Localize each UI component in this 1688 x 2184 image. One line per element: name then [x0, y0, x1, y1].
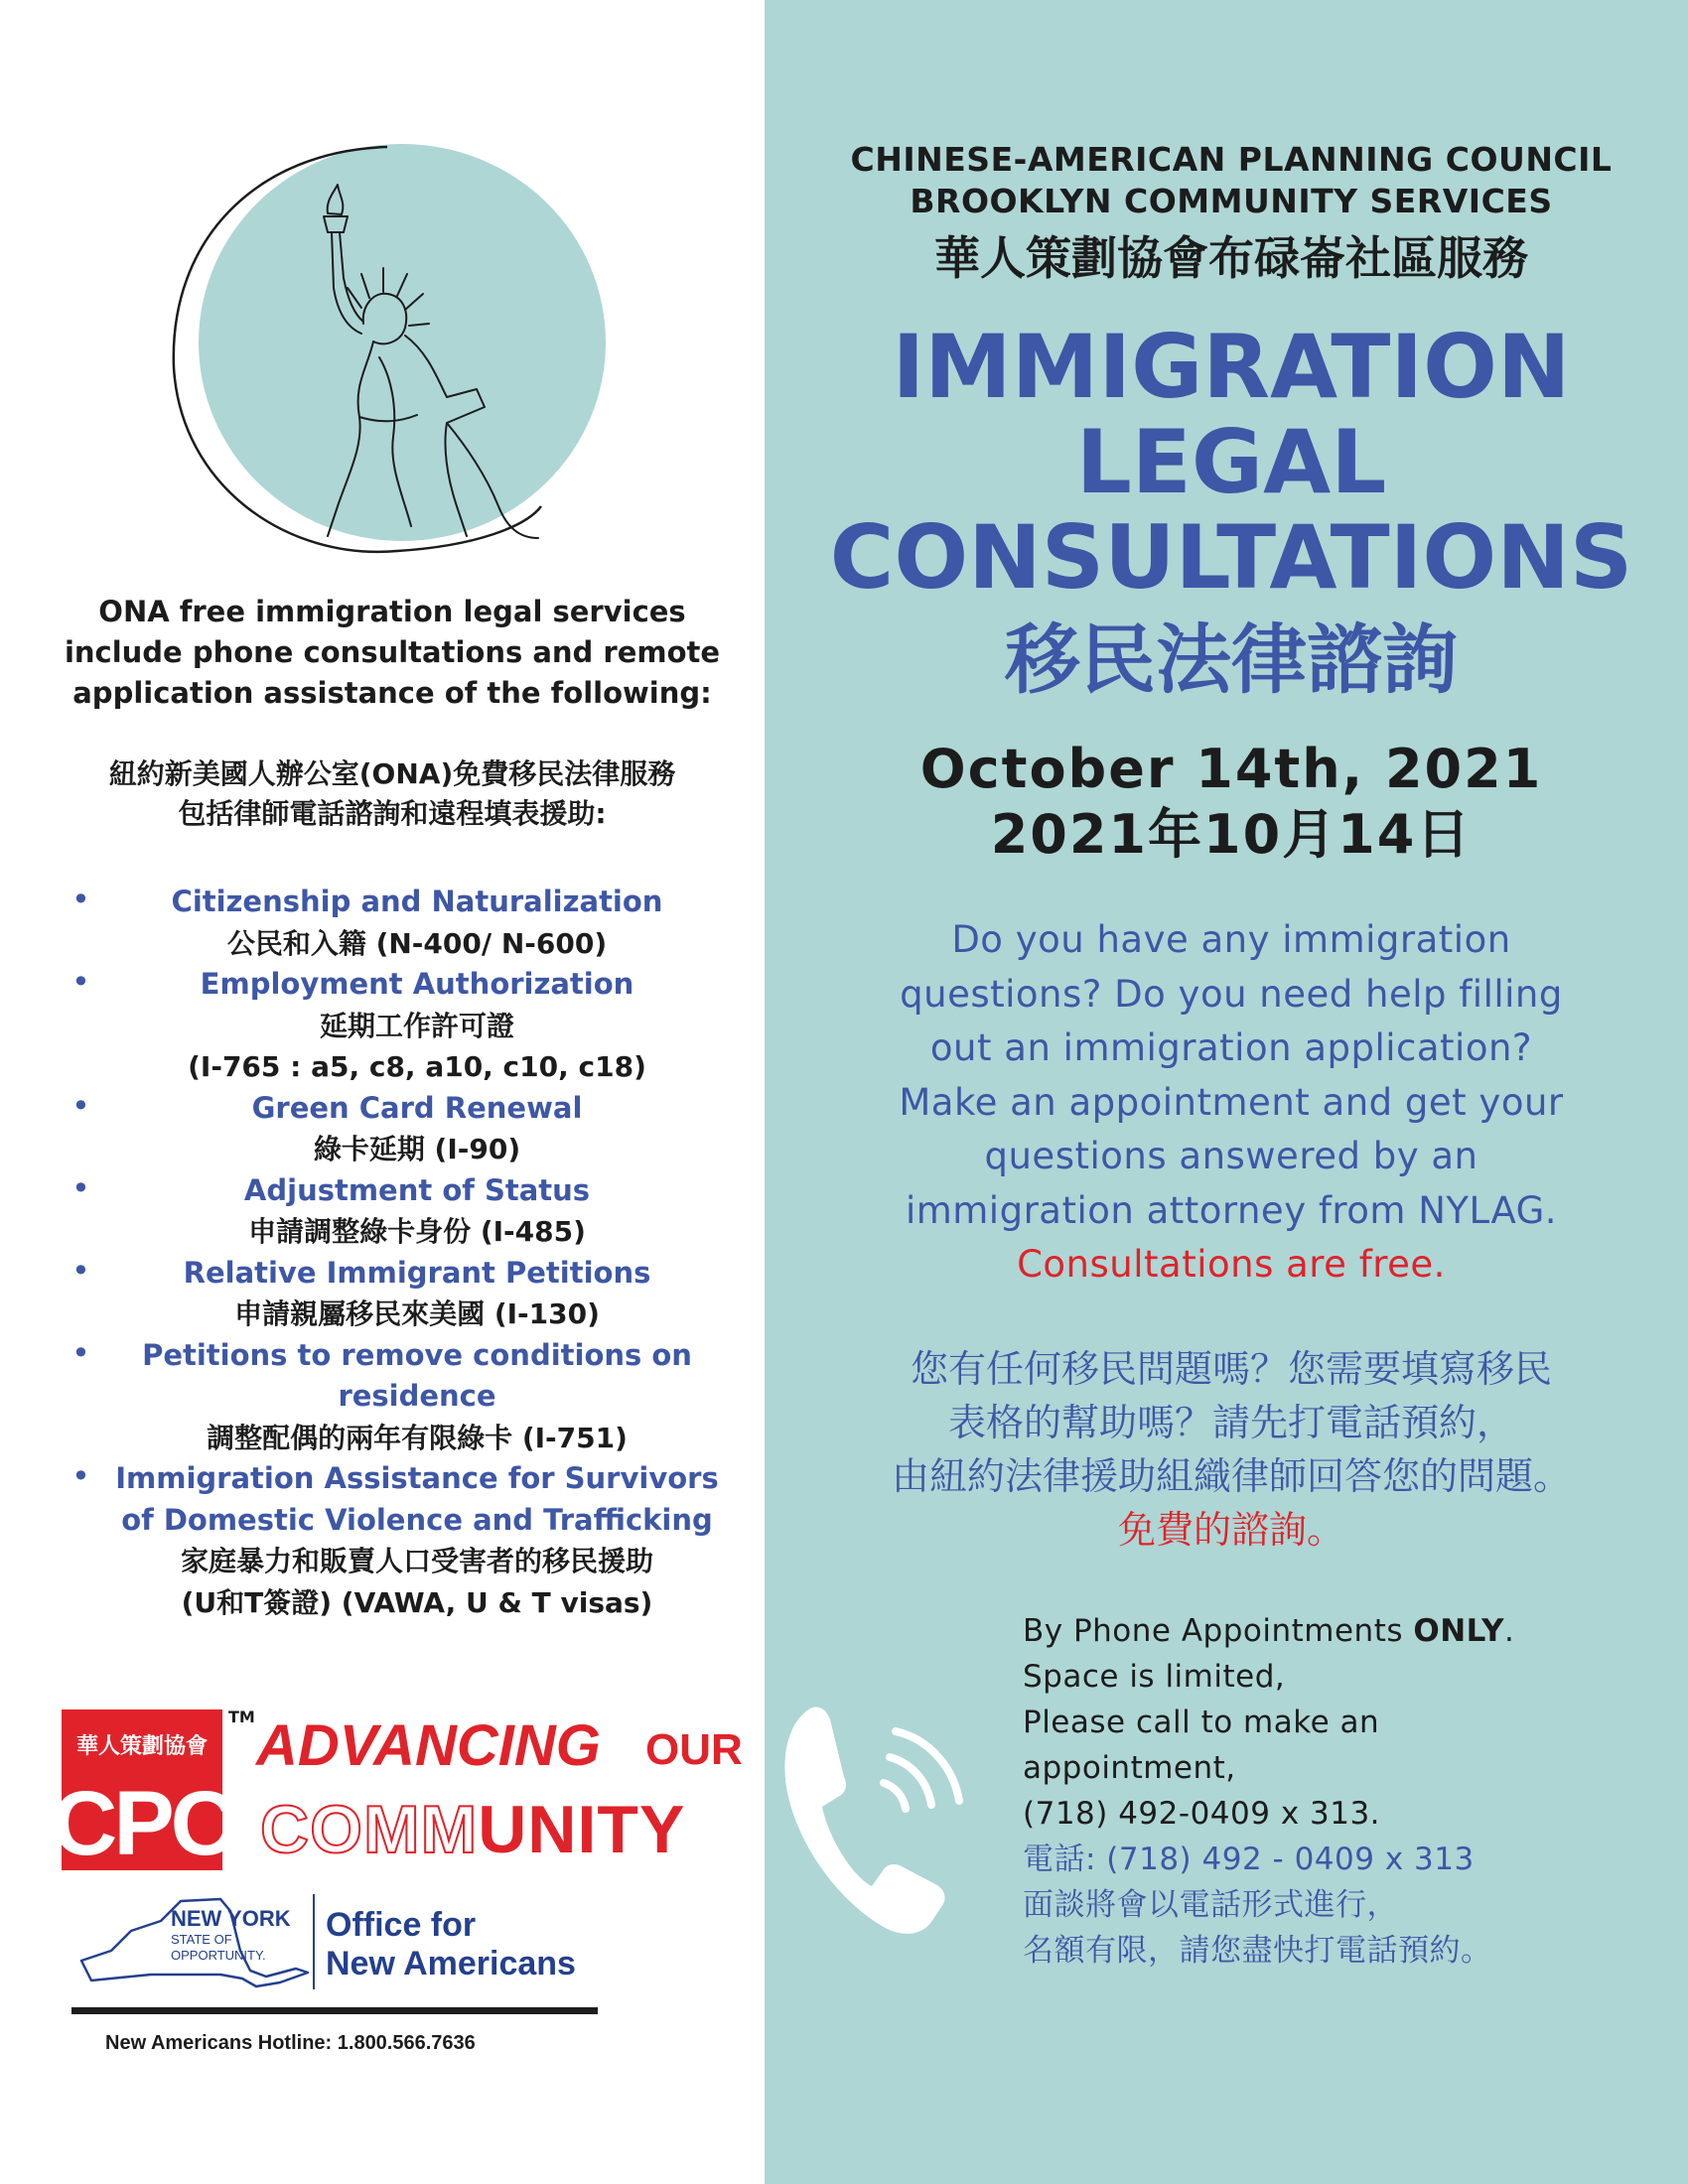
community-outline: COMM: [260, 1792, 479, 1867]
bullet-icon: •: [71, 963, 90, 1001]
service-item: [60, 1458, 735, 1623]
service-item: [60, 1170, 735, 1253]
our-text: OUR: [645, 1725, 743, 1774]
service-item: [60, 1253, 735, 1335]
cpc-logo-letters: CPC: [51, 1773, 233, 1874]
description-zh: [824, 1342, 1638, 1557]
title-line: LEGAL: [1075, 411, 1387, 513]
hotline-text: New Americans Hotline: 1.800.566.7636: [105, 2032, 476, 2054]
contact-line1-bold: ONLY: [1413, 1613, 1505, 1649]
intro-zh-line: 包括律師電話諮詢和遠程填表援助:: [178, 797, 607, 830]
service-title: Immigration Assistance for Survivors of Domestic Violence and Trafficking: [115, 1461, 719, 1537]
service-detail: (I-765 : a5, c8, a10, c10, c18): [188, 1050, 646, 1083]
contact-line: Please call to make an: [1023, 1705, 1380, 1740]
description-line: questions answered by an: [984, 1135, 1478, 1177]
description-line: out an immigration application?: [929, 1026, 1533, 1069]
description-line-zh: 您有任何移民問題嗎？您需要填寫移民: [910, 1347, 1552, 1391]
ny-state-title: NEW YORK: [171, 1906, 291, 1931]
service-title: Employment Authorization: [200, 967, 634, 1001]
org-line: BROOKLYN COMMUNITY SERVICES: [910, 182, 1553, 220]
description-line: Make an appointment and get your: [899, 1080, 1564, 1124]
community-text: [260, 1792, 686, 1867]
title-line: IMMIGRATION: [892, 316, 1571, 418]
left-column: [0, 0, 765, 2184]
service-title: Relative Immigrant Petitions: [183, 1255, 651, 1290]
footer-rule: [71, 2007, 598, 2014]
page-title-zh: 移民法律諮詢: [1005, 615, 1458, 704]
description-line: questions? Do you need help filling: [900, 972, 1563, 1016]
ny-subtitle-line: OPPORTUNITY.: [171, 1948, 266, 1963]
service-title: Petitions to remove conditions on residence: [142, 1337, 692, 1413]
service-detail: 公民和入籍 (N-400/ N-600): [226, 926, 608, 960]
contact-line: [1023, 1608, 1658, 1654]
ny-state-subtitle: [171, 1932, 266, 1964]
community-solid: UNITY: [478, 1792, 686, 1867]
bullet-icon: •: [71, 1457, 90, 1495]
org-line: CHINESE-AMERICAN PLANNING COUNCIL: [850, 140, 1613, 179]
organization-name: [794, 139, 1668, 222]
service-title: Green Card Renewal: [251, 1090, 583, 1125]
bullet-icon: •: [71, 881, 90, 918]
service-item: [60, 882, 735, 964]
contact-info: [1023, 1608, 1658, 1974]
service-item: [60, 1088, 735, 1170]
phone-number[interactable]: (718) 492-0409 x 313.: [1023, 1796, 1381, 1832]
free-notice-zh: 免費的諮詢。: [1117, 1508, 1344, 1552]
logo-divider: [313, 1894, 315, 1989]
service-title: Citizenship and Naturalization: [171, 885, 663, 918]
description-line-zh: 由紐約法律援助組織律師回答您的問題。: [891, 1454, 1571, 1498]
contact-line: appointment,: [1023, 1750, 1236, 1786]
service-detail: 延期工作許可證: [319, 1009, 514, 1042]
date-zh: 2021年10月14日: [990, 803, 1473, 866]
service-detail: 申請調整綠卡身份 (I-485): [248, 1215, 586, 1248]
bullet-icon: •: [71, 1086, 90, 1125]
service-title: Adjustment of Status: [243, 1172, 591, 1207]
service-detail: 綠卡延期 (I-90): [313, 1133, 521, 1165]
page-title: [794, 316, 1668, 609]
service-detail: 申請親屬移民來美國 (I-130): [234, 1297, 600, 1330]
office-line: New Americans: [326, 1945, 576, 1982]
contact-line-zh: 面談將會以電話形式進行，: [1023, 1887, 1398, 1923]
service-detail: (U和T簽證) (VAWA, U & T visas): [181, 1585, 653, 1619]
services-intro-en: ONA free immigration legal services include phone consultations and remote application assistance of the following:: [64, 595, 721, 710]
date-en: October 14th, 2021: [919, 738, 1543, 800]
contact-line1-pre: By Phone Appointments: [1023, 1613, 1414, 1649]
office-for-new-americans: [326, 1906, 576, 1983]
services-intro-zh: [60, 754, 725, 834]
bullet-icon: •: [71, 1251, 90, 1290]
bullet-icon: •: [71, 1333, 90, 1372]
statue-of-liberty-illustration: [149, 129, 606, 566]
service-detail: 調整配偶的兩年有限綠卡 (I-751): [207, 1421, 628, 1454]
description-line: immigration attorney from NYLAG.: [905, 1188, 1558, 1232]
office-line: Office for: [326, 1906, 477, 1944]
organization-name-zh: 華人策劃協會布碌崙社區服務: [934, 231, 1528, 285]
cpc-logo-chinese: 華人策劃協會: [75, 1734, 209, 1759]
service-item: [60, 1335, 735, 1459]
trademark-mark: TM: [228, 1707, 255, 1726]
service-item: [60, 964, 735, 1088]
services-list: [60, 882, 735, 1623]
service-detail: 家庭暴力和販賣人口受害者的移民援助: [180, 1545, 653, 1577]
event-date: [794, 737, 1668, 868]
advancing-text: ADVANCING: [256, 1713, 601, 1778]
contact-line-zh: 名額有限，請您盡快打電話預約。: [1023, 1933, 1492, 1969]
description-en: [824, 913, 1638, 1293]
title-line: CONSULTATIONS: [829, 506, 1633, 609]
description-line: Do you have any immigration: [951, 918, 1511, 961]
contact-line: Space is limited,: [1023, 1659, 1286, 1695]
phone-icon: [773, 1688, 981, 1946]
phone-number-zh[interactable]: 電話: (718) 492 - 0409 x 313: [1023, 1842, 1475, 1877]
intro-zh-line: 紐約新美國人辦公室(ONA)免費移民法律服務: [108, 757, 676, 790]
free-notice-en: Consultations are free.: [1017, 1243, 1446, 1286]
ny-subtitle-line: STATE OF: [171, 1932, 232, 1947]
bullet-icon: •: [71, 1168, 90, 1207]
cpc-logo: [51, 1709, 233, 1874]
contact-line1-post: .: [1504, 1613, 1515, 1649]
description-line-zh: 表格的幫助嗎？請先打電話預約，: [947, 1401, 1514, 1444]
